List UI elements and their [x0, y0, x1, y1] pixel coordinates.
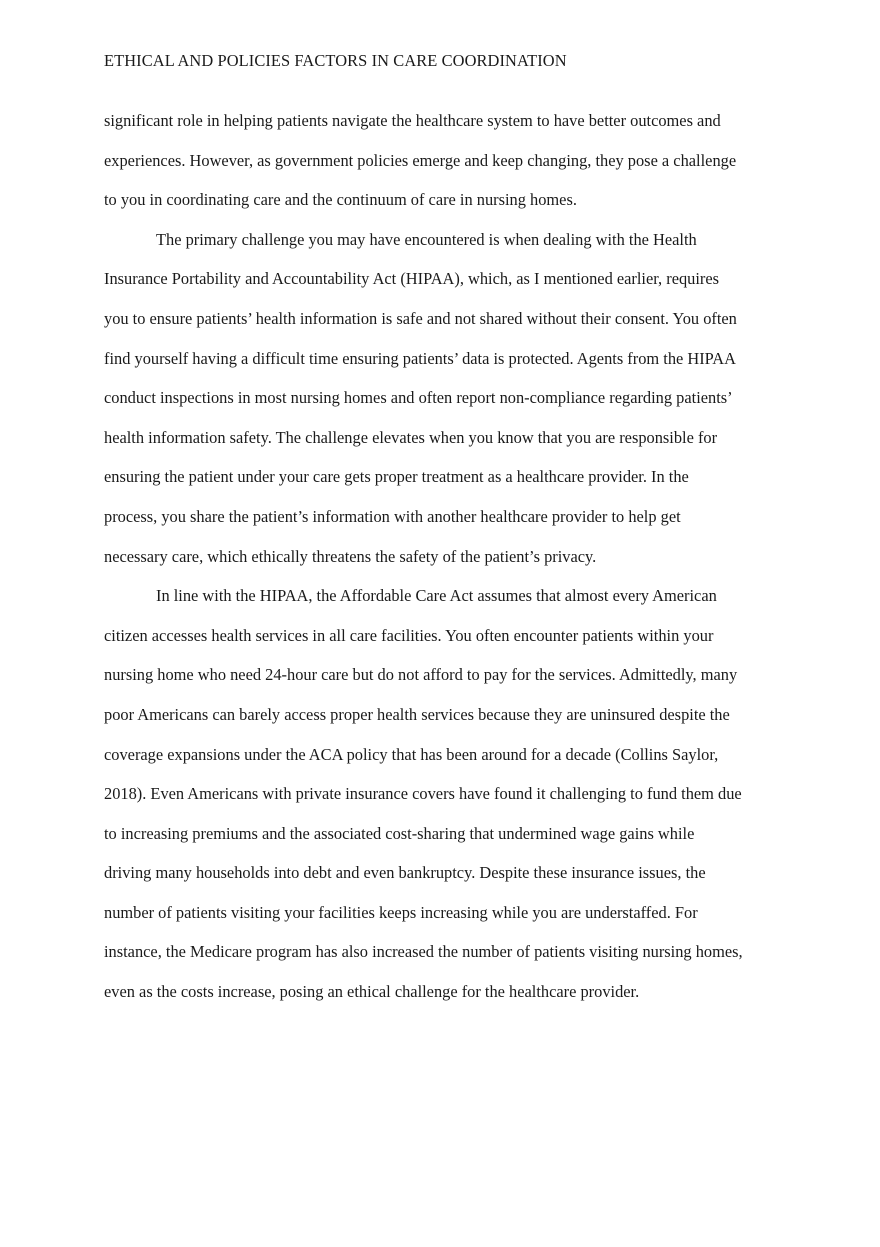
text-line: conduct inspections in most nursing homes and often report non-compliance regarding patients’ [104, 388, 733, 408]
text-line: ensuring the patient under your care gets proper treatment as a healthcare provider. In the [104, 467, 689, 487]
text-line: The primary challenge you may have encountered is when dealing with the Health [156, 229, 697, 249]
text-line: number of patients visiting your facilities keeps increasing while you are understaffed. For [104, 902, 698, 922]
paragraph [104, 101, 780, 220]
text-line: you to ensure patients’ health information is safe and not shared without their consent. You often [104, 308, 737, 328]
text-line: instance, the Medicare program has also increased the number of patients visiting nursing homes, [104, 942, 743, 962]
document-body [104, 101, 780, 1012]
text-line: In line with the HIPAA, the Affordable Care Act assumes that almost every American [156, 586, 717, 606]
text-line: coverage expansions under the ACA policy that has been around for a decade (Collins Saylor, [104, 744, 719, 764]
text-line: 2018). Even Americans with private insurance covers have found it challenging to fund them due [104, 784, 742, 804]
text-line: to you in coordinating care and the continuum of care in nursing homes. [104, 190, 577, 210]
text-line: experiences. However, as government policies emerge and keep changing, they pose a challenge [104, 150, 737, 170]
text-line: necessary care, which ethically threatens the safety of the patient’s privacy. [104, 546, 597, 566]
text-line: health information safety. The challenge elevates when you know that you are responsible for [104, 427, 718, 447]
running-head: ETHICAL AND POLICIES FACTORS IN CARE COORDINATION [104, 51, 567, 70]
text-line: to increasing premiums and the associated cost-sharing that undermined wage gains while [104, 823, 695, 843]
text-line: even as the costs increase, posing an ethical challenge for the healthcare provider. [104, 982, 640, 1002]
paragraph [104, 576, 780, 1012]
text-line: significant role in helping patients navigate the healthcare system to have better outcomes and [104, 111, 721, 130]
paragraph [104, 220, 780, 576]
text-line: Insurance Portability and Accountability Act (HIPAA), which, as I mentioned earlier, requires [104, 269, 720, 289]
text-line: find yourself having a difficult time ensuring patients’ data is protected. Agents from the HIPAA [104, 348, 736, 368]
text-line: driving many households into debt and even bankruptcy. Despite these insurance issues, the [104, 863, 706, 883]
text-line: nursing home who need 24-hour care but do not afford to pay for the services. Admittedly, many [104, 665, 738, 685]
text-line: process, you share the patient’s information with another healthcare provider to help get [104, 506, 681, 526]
text-line: citizen accesses health services in all care facilities. You often encounter patients within your [104, 625, 714, 645]
text-line: poor Americans can barely access proper health services because they are uninsured despite the [104, 704, 730, 724]
